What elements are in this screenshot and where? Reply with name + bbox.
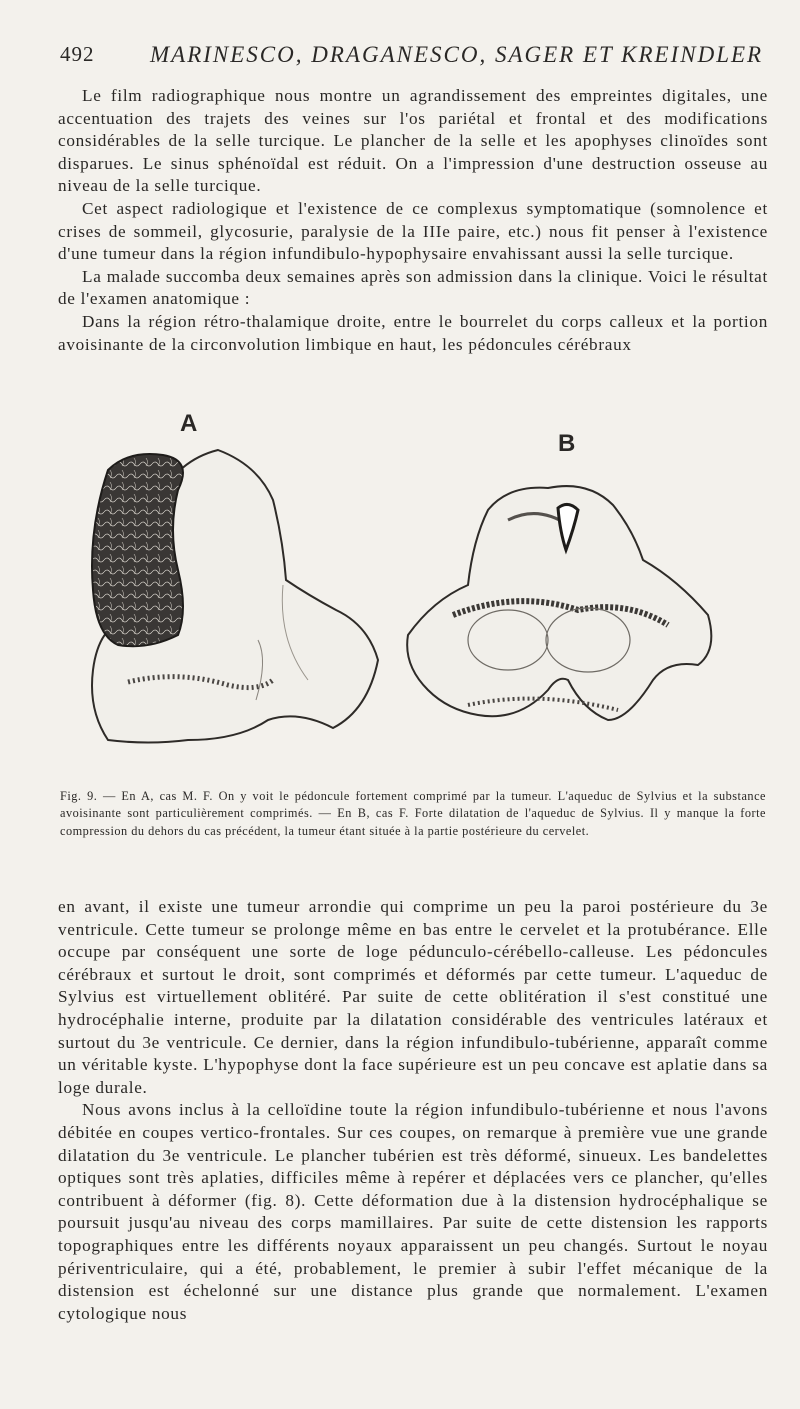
figure-9: [68, 410, 768, 770]
paragraph: Cet aspect radiologique et l'existence de ce complexus symptomatique (somnolence et crises de sommeil, glycosurie, paralysie de la IIIe paire, etc.) nous fit penser à l'existence d'une tumeur dans la région infundibulo-hypophysaire envahissant aussi la selle turcique.: [58, 198, 768, 264]
figure-label-a: A: [180, 410, 198, 437]
figure-caption: Fig. 9. — En A, cas M. F. On y voit le pédoncule fortement comprimé par la tumeur. L'aqueduc de Sylvius et la substance avoisinante sont particulièrement comprimés. — En B, cas F. Forte dilatation de l'aqueduc de Sylvius. Il y manque la forte compression du dehors du cas précédent, la tumeur étant située à la partie postérieure du cervelet.: [60, 789, 766, 838]
body-text-top: [58, 85, 768, 356]
paragraph: en avant, il existe une tumeur arrondie qui comprime un peu la paroi postérieure du 3e ventricule. Cette tumeur se prolonge même en bas entre le cervelet et la protubérance. Elle occupe par conséquent une sorte de loge pédunculo-cérébello-calleuse. Les pédoncules cérébraux et surtout le droit, sont comprimés et déformés par cette tumeur. L'aqueduc de Sylvius est virtuellement oblitéré. Par suite de cette oblitération il s'est constitué une hydrocéphalie interne, produite par la dilatation considérable des ventricules latéraux et surtout du 3e ventricule. Ce dernier, dans la région infundibulo-tubérienne, apparaît comme un véritable kyste. L'hypophyse dont la face supérieure est un peu concave est aplatie dans sa loge durale.: [58, 897, 768, 1097]
paragraph: Le film radiographique nous montre un agrandissement des empreintes digitales, une accentuation des trajets des veines sur l'os pariétal et frontal et des modifications considérables de la selle turcique. Le plancher de la selle et les apophyses clinoïdes sont disparues. Le sinus sphénoïdal est réduit. On a l'impression d'une destruction osseuse au niveau de la selle turcique.: [58, 86, 768, 196]
tumor-mass: [92, 454, 183, 646]
figure-drawing: [68, 410, 768, 770]
page-number: 492: [60, 42, 95, 66]
running-head: MARINESCO, DRAGANESCO, SAGER ET KREINDLER: [150, 42, 764, 67]
figure-label-b: B: [558, 430, 576, 457]
page-header: [60, 42, 764, 82]
panel-b-drawing: [407, 486, 711, 720]
panel-a-drawing: [92, 450, 378, 743]
paragraph: Nous avons inclus à la celloïdine toute la région infundibulo-tubérienne et nous l'avons débitée en coupes vertico-frontales. Sur ces coupes, on remarque à première vue une grande dilatation du 3e ventricule. Le plancher tubérien est très déformé, sinueux. Les bandelettes optiques sont très aplaties, difficiles même à repérer et déplacées vers ce plancher, qu'elles contribuent à déformer (fig. 8). Cette déformation due à la distension hydrocéphalique se poursuit jusqu'au niveau des corps mamillaires. Par suite de cette distension les rapports topographiques entre les différents noyaux apparaissent un peu changés. Surtout le noyau périventriculaire, qui a été, probablement, le premier à subir l'effet mécanique de la distension est échelonné sur une distance plus grande que normalement. L'examen cytologique nous: [58, 1100, 768, 1323]
body-text-bottom: [58, 896, 768, 1325]
paragraph: La malade succomba deux semaines après son admission dans la clinique. Voici le résultat de l'examen anatomique :: [58, 266, 768, 309]
paragraph: Dans la région rétro-thalamique droite, entre le bourrelet du corps calleux et la portion avoisinante de la circonvolution limbique en haut, les pédoncules cérébraux: [58, 311, 768, 354]
